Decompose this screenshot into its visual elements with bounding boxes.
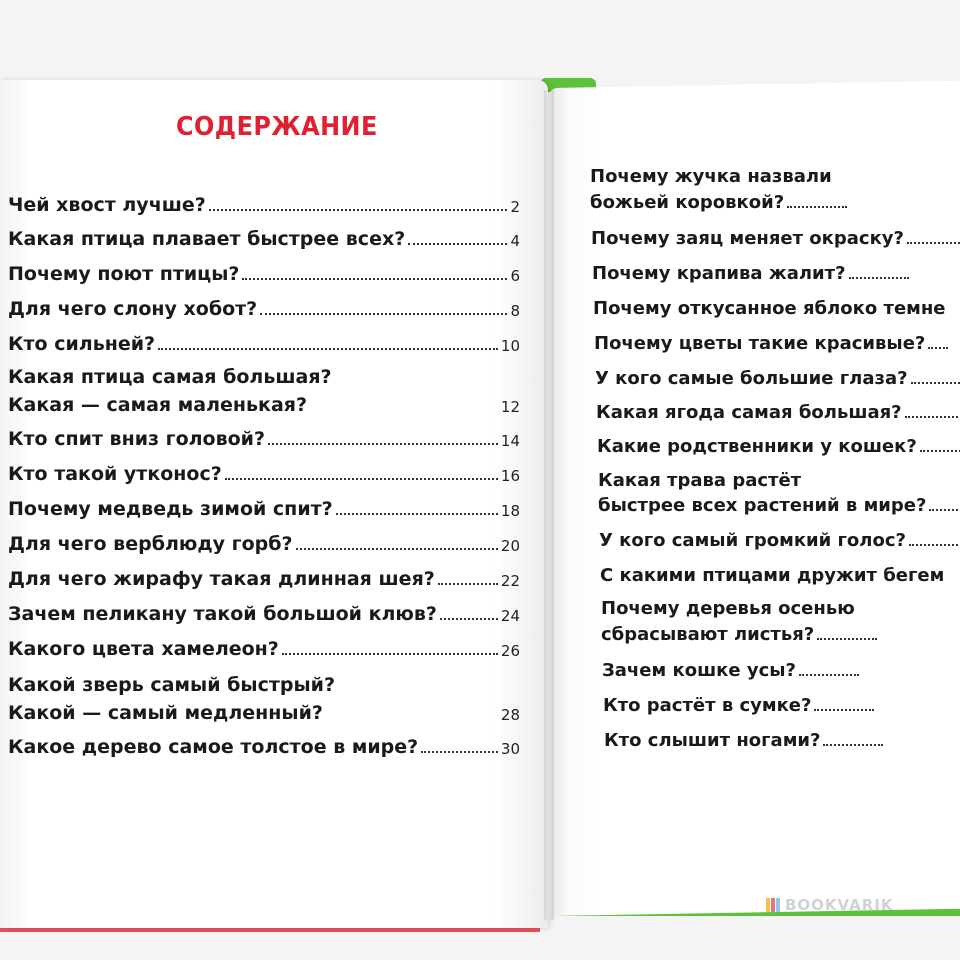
toc-entry-title-line2: Какая — самая маленькая? xyxy=(8,394,307,416)
toc-page-number: 28 xyxy=(500,706,520,724)
toc-page-number: 10 xyxy=(500,337,520,355)
bookvarik-logo-icon xyxy=(766,898,781,912)
toc-entry xyxy=(600,565,944,586)
toc-page-number: 24 xyxy=(500,607,520,625)
toc-entry-title-line1: Какой зверь самый быстрый? xyxy=(8,674,335,696)
toc-page-number: 14 xyxy=(500,432,520,450)
toc-entry-title-line1: Почему деревья осенью xyxy=(601,598,855,619)
toc-entry-title: Зачем пеликану такой большой клюв? xyxy=(8,603,437,625)
toc-entry-title: Чей хвост лучше? xyxy=(8,194,206,216)
leader-dots xyxy=(911,382,960,384)
toc-entry-title-line2: сбрасывают листья? xyxy=(601,624,815,645)
toc-page-number: 22 xyxy=(500,572,520,590)
toc-entry xyxy=(594,333,948,354)
toc-entry-title-line2: божьей коровкой? xyxy=(590,192,785,213)
leader-dots xyxy=(814,709,874,711)
toc-entry xyxy=(596,402,960,423)
leader-dots xyxy=(799,674,859,676)
toc-entry-title: Почему цветы такие красивые? xyxy=(594,333,926,354)
toc-entry-title-line2: Какой — самый медленный? xyxy=(8,702,323,724)
toc-entry-title-line1: Какая птица самая большая? xyxy=(8,366,332,388)
leader-dots xyxy=(920,450,960,452)
toc-entry-title: Почему крапива жалит? xyxy=(592,263,846,284)
toc-entry-title: Какая ягода самая большая? xyxy=(596,402,902,423)
toc-entry-title: Кто спит вниз головой? xyxy=(8,428,266,450)
contents-heading: СОДЕРЖАНИЕ xyxy=(176,112,378,142)
toc-entry xyxy=(602,660,859,681)
toc-entry-title: Кто сильней? xyxy=(8,333,156,355)
toc-page-number: 16 xyxy=(500,467,520,485)
toc-entry xyxy=(595,368,960,389)
leader-dots xyxy=(849,277,909,279)
toc-page-number: 30 xyxy=(500,740,520,758)
toc-entry-title: Почему поют птицы? xyxy=(8,263,240,285)
watermark-text: BOOKVARIK xyxy=(785,896,894,914)
toc-entry-title: С какими птицами дружит бегем xyxy=(600,565,945,586)
toc-entry xyxy=(593,298,946,319)
toc-page-number: 12 xyxy=(500,398,520,416)
toc-entry xyxy=(603,695,874,716)
toc-entry xyxy=(601,624,877,645)
toc-entry-title: Какое дерево самое толстое в мире? xyxy=(8,736,419,758)
toc-entry xyxy=(598,495,960,516)
toc-entry xyxy=(590,192,847,213)
toc-entry-title: Зачем кошке усы? xyxy=(602,660,796,681)
leader-dots xyxy=(905,416,960,418)
toc-entry-title: Для чего жирафу такая длинная шея? xyxy=(8,568,435,590)
leader-dots xyxy=(787,206,847,208)
toc-entry xyxy=(591,228,960,249)
toc-page-number: 18 xyxy=(500,502,520,520)
toc-entry-title: У кого самый громкий голос? xyxy=(599,530,906,551)
toc-page-number: 6 xyxy=(510,267,520,285)
leader-dots xyxy=(907,242,960,244)
toc-entry-title: Кто такой утконос? xyxy=(8,463,222,485)
toc-page-number: 8 xyxy=(510,302,520,320)
toc-page-number: 26 xyxy=(500,642,520,660)
watermark xyxy=(766,896,894,914)
leader-dots xyxy=(928,347,948,349)
leader-dots xyxy=(817,638,877,640)
toc-entry-title: Какие родственники у кошек? xyxy=(597,436,917,457)
toc-entry-title-line1: Какая трава растёт xyxy=(598,470,802,491)
toc-entry-title: Для чего верблюду горб? xyxy=(8,533,293,555)
toc-entry-title: Какая птица плавает быстрее всех? xyxy=(8,228,406,250)
toc-entry xyxy=(599,530,960,551)
toc-entry-title: Кто растёт в сумке? xyxy=(603,695,812,716)
toc-page-number: 2 xyxy=(510,198,520,216)
toc-page-number: 20 xyxy=(500,537,520,555)
toc-entry-title: Какого цвета хамелеон? xyxy=(8,638,279,660)
toc-page-number: 4 xyxy=(510,232,520,250)
toc-entry-title: Почему медведь зимой спит? xyxy=(8,498,333,520)
toc-entry-title: Кто слышит ногами? xyxy=(604,730,821,751)
leader-dots xyxy=(909,544,960,546)
toc-entry-title: Почему откусанное яблоко темне xyxy=(593,298,946,319)
leader-dots xyxy=(929,509,960,511)
toc-entry-title: Для чего слону хобот? xyxy=(8,298,258,320)
leader-dots xyxy=(823,744,883,746)
toc-entry xyxy=(597,436,960,457)
toc-entry xyxy=(604,730,883,751)
toc-entry-title-line1: Почему жучка назвали xyxy=(590,166,832,187)
toc-entry-title: У кого самые большие глаза? xyxy=(595,368,908,389)
toc-entry xyxy=(592,263,909,284)
toc-entry-title-line2: быстрее всех растений в мире? xyxy=(598,495,927,516)
toc-entry-title: Почему заяц меняет окраску? xyxy=(591,228,904,249)
